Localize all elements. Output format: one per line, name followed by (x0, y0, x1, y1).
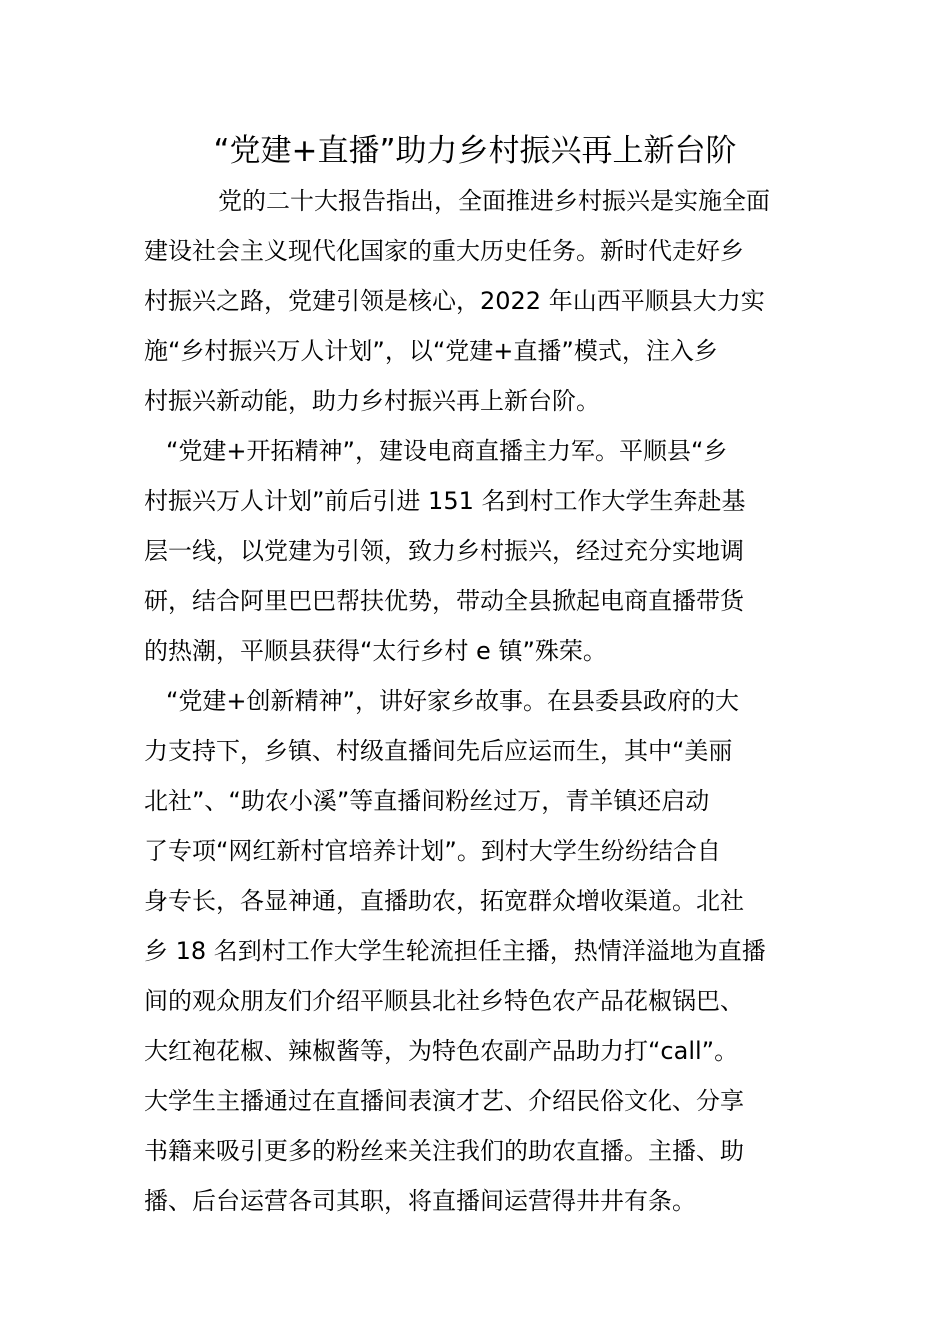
body-line: “党建+创新精神”，讲好家乡故事。在县委县政府的大 (166, 687, 739, 715)
body-line: 书籍来吸引更多的粉丝来关注我们的助农直播。主播、助 (144, 1137, 744, 1165)
body-line: 播、后台运营各司其职，将直播间运营得井井有条。 (144, 1187, 696, 1215)
body-line: 研，结合阿里巴巴帮扶优势，带动全县掀起电商直播带货 (144, 587, 744, 615)
body-line: 乡 18 名到村工作大学生轮流担任主播，热情洋溢地为直播 (144, 937, 766, 965)
body-line: 建设社会主义现代化国家的重大历史任务。新时代走好乡 (144, 237, 744, 265)
article-title: “党建+直播”助力乡村振兴再上新台阶 (213, 133, 737, 169)
body-line: 的热潮，平顺县获得“太行乡村 e 镇”殊荣。 (144, 637, 607, 665)
body-line: 间的观众朋友们介绍平顺县北社乡特色农产品花椒锅巴、 (144, 987, 744, 1015)
body-line: 身专长，各显神通，直播助农，拓宽群众增收渠道。北社 (144, 887, 744, 915)
body-line: 了专项“网红新村官培养计划”。到村大学生纷纷结合自 (144, 837, 721, 865)
body-line: 施“乡村振兴万人计划”，以“党建+直播”模式，注入乡 (144, 337, 718, 365)
body-line: “党建+开拓精神”，建设电商直播主力军。平顺县“乡 (166, 437, 728, 465)
body-line: 大红袍花椒、辣椒酱等，为特色农副产品助力打“call”。 (144, 1037, 739, 1065)
body-line: 村振兴万人计划”前后引进 151 名到村工作大学生奔赴基 (144, 487, 746, 515)
body-line: 村振兴新动能，助力乡村振兴再上新台阶。 (144, 387, 600, 415)
body-line: 力支持下，乡镇、村级直播间先后应运而生，其中“美丽 (144, 737, 733, 765)
body-line: 层一线，以党建为引领，致力乡村振兴，经过充分实地调 (144, 537, 744, 565)
body-line: 党的二十大报告指出，全面推进乡村振兴是实施全面 (218, 187, 770, 215)
body-line: 北社”、“助农小溪”等直播间粉丝过万，青羊镇还启动 (144, 787, 710, 815)
body-line: 村振兴之路，党建引领是核心，2022 年山西平顺县大力实 (144, 287, 765, 315)
body-line: 大学生主播通过在直播间表演才艺、介绍民俗文化、分享 (144, 1087, 744, 1115)
